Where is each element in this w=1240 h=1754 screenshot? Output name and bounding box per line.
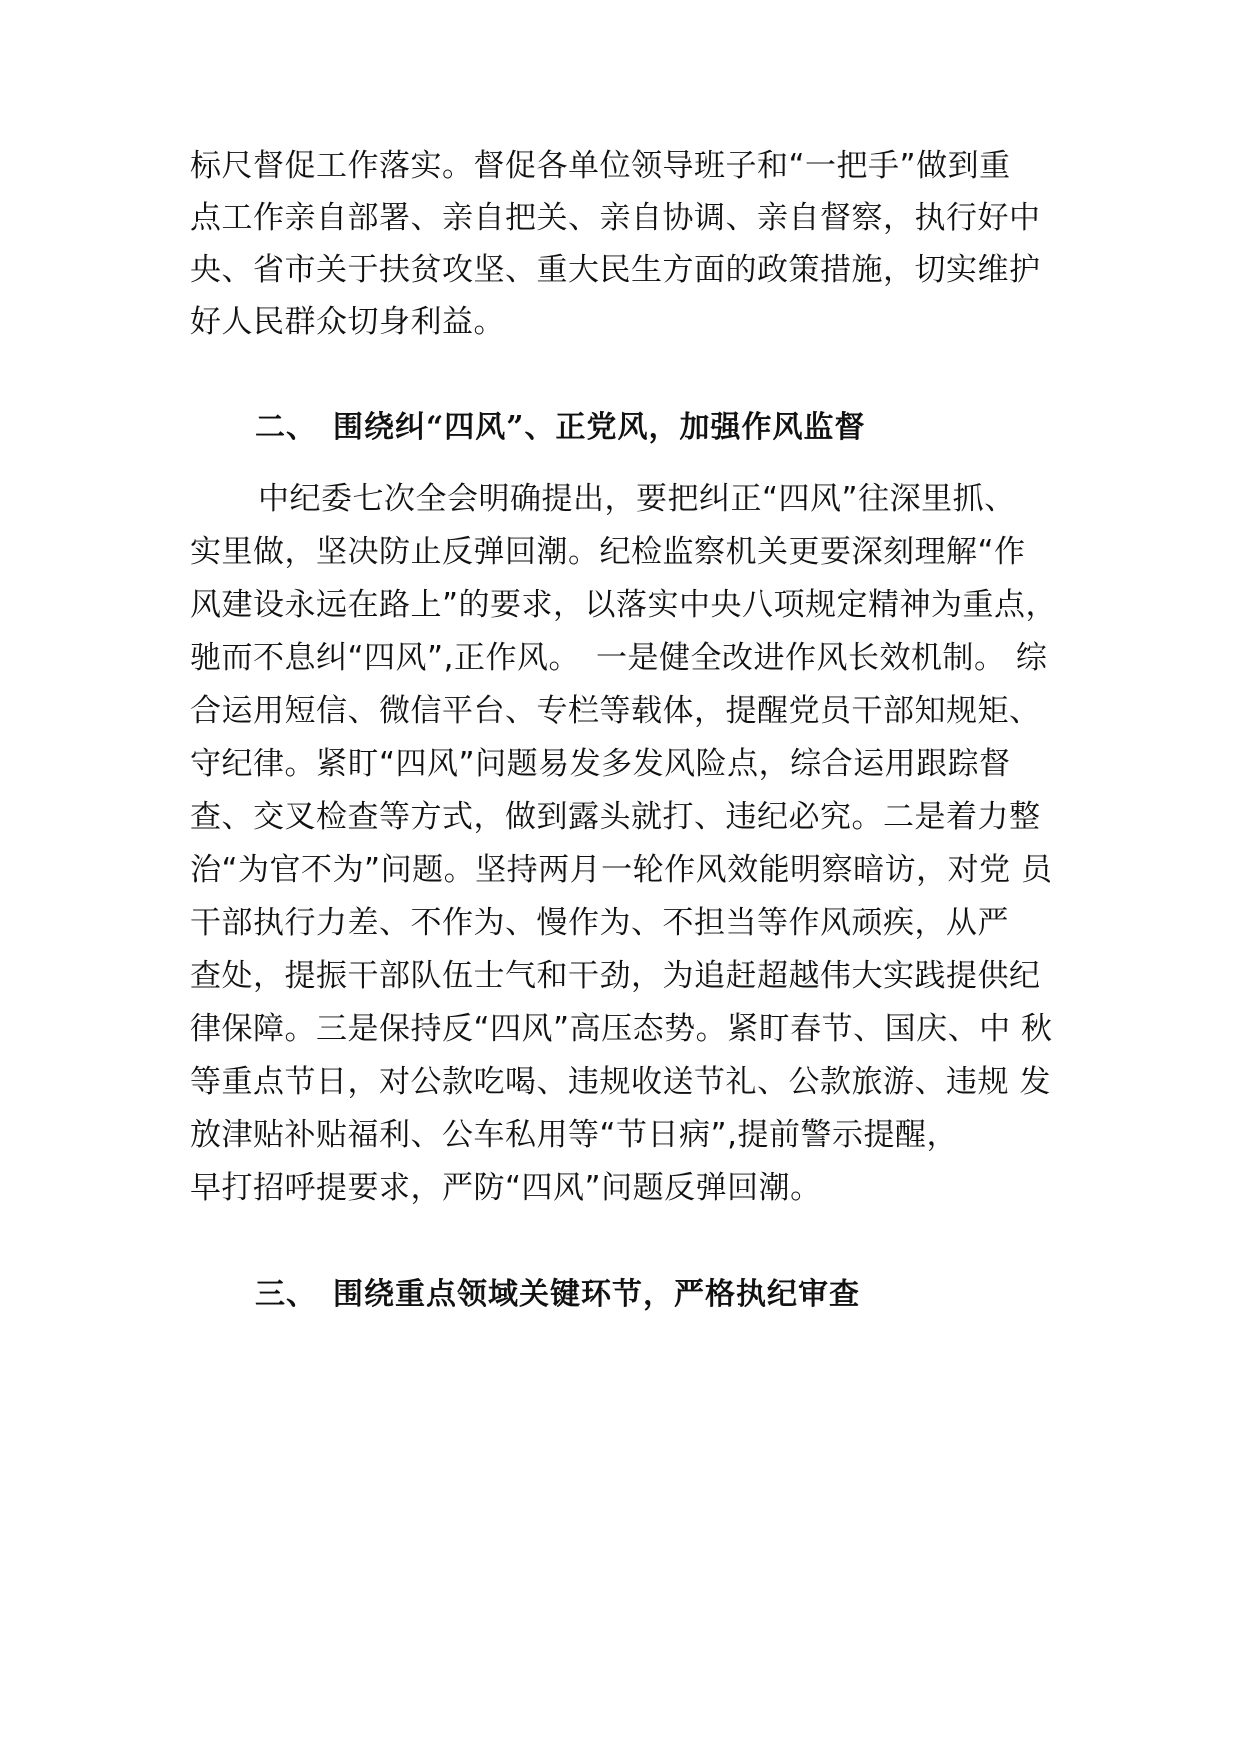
heading-title: 围绕重点领域关键环节，严格执纪审查	[333, 1277, 860, 1312]
text-line: 风建设永远在路上”的要求，以落实中央八项规定精神为重点，	[190, 587, 1058, 623]
text-line: 干部执行力差、不作为、慢作为、不担当等作风顽疾，从严	[190, 905, 1009, 941]
text-line: 等重点节日，对公款吃喝、违规收送节礼、公款旅游、违规 发	[190, 1064, 1051, 1100]
text-line: 中纪委七次全会明确提出，要把纠正“四风”往深里抓、	[258, 481, 1016, 517]
section-heading-3	[255, 1275, 860, 1315]
text-line: 好人民群众切身利益。	[190, 304, 505, 340]
text-line: 标尺督促工作落实。督促各单位领导班子和“一把手”做到重	[190, 148, 1011, 184]
heading-number: 二、	[255, 410, 317, 445]
text-line: 律保障。三是保持反“四风”高压态势。紧盯春节、国庆、中 秋	[190, 1011, 1053, 1047]
heading-number: 三、	[255, 1277, 317, 1312]
text-line: 放津贴补贴福利、公车私用等“节日病”,提前警示提醒，	[190, 1117, 958, 1153]
text-line: 点工作亲自部署、亲自把关、亲自协调、亲自督察，执行好中	[190, 200, 1041, 236]
text-line: 早打招呼提要求，严防“四风”问题反弹回潮。	[190, 1170, 822, 1206]
section-heading-2	[255, 408, 866, 448]
text-line: 合运用短信、微信平台、专栏等载体，提醒党员干部知规矩、	[190, 693, 1041, 729]
heading-title: 围绕纠“四风”、正党风，加强作风监督	[333, 410, 866, 445]
text-line: 查、交叉检查等方式，做到露头就打、违纪必究。二是着力整	[190, 799, 1041, 835]
text-line: 驰而不息纠“四风”,正作风。 一是健全改进作风长效机制。 综	[190, 640, 1048, 676]
text-line: 实里做，坚决防止反弹回潮。纪检监察机关更要深刻理解“作	[190, 534, 1026, 570]
text-line: 央、省市关于扶贫攻坚、重大民生方面的政策措施，切实维护	[190, 252, 1041, 288]
text-line: 守纪律。紧盯“四风”问题易发多发风险点，综合运用跟踪督	[190, 746, 1011, 782]
text-line: 查处，提振干部队伍士气和干劲，为追赶超越伟大实践提供纪	[190, 958, 1041, 994]
text-line: 治“为官不为”问题。坚持两月一轮作风效能明察暗访，对党 员	[190, 852, 1053, 888]
